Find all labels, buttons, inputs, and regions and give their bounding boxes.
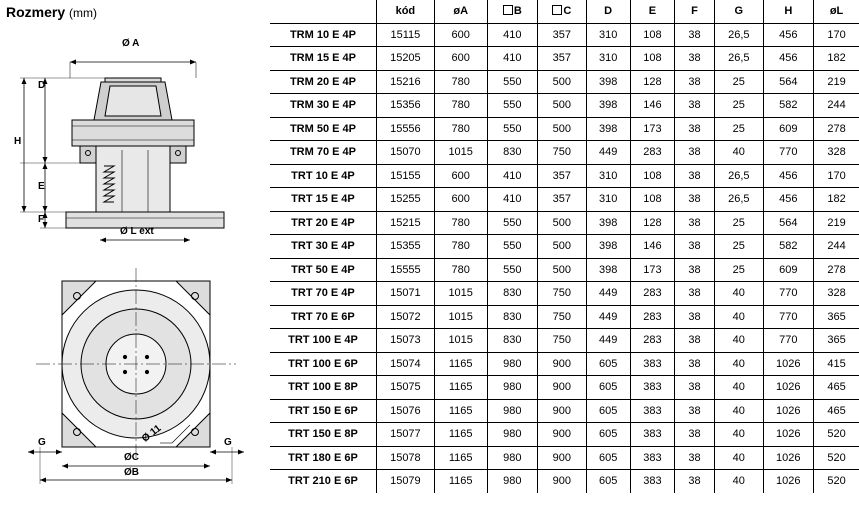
table-header-row bbox=[270, 0, 859, 23]
cell-g: 25 bbox=[715, 94, 763, 118]
cell-g: 25 bbox=[715, 211, 763, 235]
cell-d: 398 bbox=[586, 211, 630, 235]
cell-b: 550 bbox=[487, 235, 538, 259]
column-header-f: F bbox=[675, 0, 715, 23]
label-l-ext: Ø L ext bbox=[120, 226, 154, 237]
square-symbol-b-icon bbox=[503, 5, 513, 15]
panel-title-text: Rozmery bbox=[6, 4, 66, 20]
table-row bbox=[270, 235, 859, 259]
cell-h: 456 bbox=[763, 47, 814, 71]
cell-l: 219 bbox=[814, 211, 859, 235]
cell-a: 780 bbox=[434, 94, 487, 118]
cell-l: 328 bbox=[814, 282, 859, 306]
table-row bbox=[270, 399, 859, 423]
cell-h: 1026 bbox=[763, 399, 814, 423]
cell-e: 173 bbox=[630, 258, 674, 282]
cell-f: 38 bbox=[675, 164, 715, 188]
cell-kod: 15115 bbox=[376, 23, 434, 47]
cell-d: 449 bbox=[586, 282, 630, 306]
cell-kod: 15556 bbox=[376, 117, 434, 141]
cell-model: TRM 15 E 4P bbox=[270, 47, 376, 71]
cell-f: 38 bbox=[675, 117, 715, 141]
cell-model: TRM 30 E 4P bbox=[270, 94, 376, 118]
label-d: D bbox=[38, 80, 46, 91]
cell-h: 1026 bbox=[763, 376, 814, 400]
cell-f: 38 bbox=[675, 352, 715, 376]
cell-c: 900 bbox=[538, 399, 586, 423]
cell-kod: 15073 bbox=[376, 329, 434, 353]
column-header-kod: kód bbox=[376, 0, 434, 23]
cell-b: 410 bbox=[487, 164, 538, 188]
cell-kod: 15076 bbox=[376, 399, 434, 423]
cell-g: 26,5 bbox=[715, 47, 763, 71]
cell-f: 38 bbox=[675, 188, 715, 212]
cell-f: 38 bbox=[675, 23, 715, 47]
cell-b: 980 bbox=[487, 376, 538, 400]
cell-g: 40 bbox=[715, 352, 763, 376]
cell-h: 1026 bbox=[763, 423, 814, 447]
cell-c: 750 bbox=[538, 305, 586, 329]
cell-kod: 15071 bbox=[376, 282, 434, 306]
specifications-table-wrapper bbox=[270, 0, 859, 512]
cell-h: 564 bbox=[763, 211, 814, 235]
cell-e: 283 bbox=[630, 141, 674, 165]
cell-b: 410 bbox=[487, 47, 538, 71]
cell-a: 1015 bbox=[434, 329, 487, 353]
cell-d: 398 bbox=[586, 258, 630, 282]
cell-model: TRT 20 E 4P bbox=[270, 211, 376, 235]
cell-g: 40 bbox=[715, 399, 763, 423]
cell-l: 415 bbox=[814, 352, 859, 376]
cell-f: 38 bbox=[675, 211, 715, 235]
cell-g: 26,5 bbox=[715, 164, 763, 188]
cell-d: 605 bbox=[586, 376, 630, 400]
cell-model: TRT 100 E 4P bbox=[270, 329, 376, 353]
cell-g: 40 bbox=[715, 446, 763, 470]
cell-c: 500 bbox=[538, 94, 586, 118]
label-h: H bbox=[14, 136, 22, 147]
cell-g: 25 bbox=[715, 258, 763, 282]
cell-e: 283 bbox=[630, 329, 674, 353]
cell-f: 38 bbox=[675, 282, 715, 306]
cell-b: 550 bbox=[487, 258, 538, 282]
cell-e: 146 bbox=[630, 94, 674, 118]
specifications-table bbox=[270, 0, 859, 493]
cell-h: 1026 bbox=[763, 446, 814, 470]
cell-b: 980 bbox=[487, 399, 538, 423]
cell-l: 244 bbox=[814, 235, 859, 259]
cell-d: 605 bbox=[586, 423, 630, 447]
cell-h: 1026 bbox=[763, 470, 814, 493]
cell-h: 582 bbox=[763, 235, 814, 259]
cell-l: 182 bbox=[814, 188, 859, 212]
cell-model: TRT 100 E 8P bbox=[270, 376, 376, 400]
cell-g: 40 bbox=[715, 376, 763, 400]
cell-d: 605 bbox=[586, 470, 630, 493]
cell-e: 108 bbox=[630, 23, 674, 47]
cell-d: 310 bbox=[586, 47, 630, 71]
cell-g: 40 bbox=[715, 470, 763, 493]
label-f: F bbox=[38, 214, 45, 225]
cell-a: 1165 bbox=[434, 446, 487, 470]
table-row bbox=[270, 117, 859, 141]
cell-l: 244 bbox=[814, 94, 859, 118]
column-header-a: øA bbox=[434, 0, 487, 23]
cell-kod: 15077 bbox=[376, 423, 434, 447]
cell-model: TRM 70 E 4P bbox=[270, 141, 376, 165]
table-row bbox=[270, 258, 859, 282]
cell-e: 383 bbox=[630, 446, 674, 470]
cell-f: 38 bbox=[675, 235, 715, 259]
cell-d: 310 bbox=[586, 188, 630, 212]
square-symbol-c-icon bbox=[552, 5, 562, 15]
cell-e: 283 bbox=[630, 305, 674, 329]
cell-c: 357 bbox=[538, 47, 586, 71]
column-header-c-label: C bbox=[563, 5, 572, 18]
cell-kod: 15216 bbox=[376, 70, 434, 94]
cell-l: 520 bbox=[814, 423, 859, 447]
cell-a: 600 bbox=[434, 47, 487, 71]
cell-b: 980 bbox=[487, 470, 538, 493]
cell-h: 770 bbox=[763, 305, 814, 329]
label-diameter-b: ØB bbox=[124, 467, 139, 478]
cell-h: 582 bbox=[763, 94, 814, 118]
table-row bbox=[270, 305, 859, 329]
cell-b: 830 bbox=[487, 141, 538, 165]
cell-kod: 15356 bbox=[376, 94, 434, 118]
cell-h: 609 bbox=[763, 258, 814, 282]
table-row bbox=[270, 211, 859, 235]
cell-c: 900 bbox=[538, 446, 586, 470]
cell-c: 750 bbox=[538, 329, 586, 353]
cell-e: 128 bbox=[630, 211, 674, 235]
table-row bbox=[270, 423, 859, 447]
cell-e: 383 bbox=[630, 376, 674, 400]
cell-kod: 15205 bbox=[376, 47, 434, 71]
cell-g: 40 bbox=[715, 282, 763, 306]
cell-l: 182 bbox=[814, 47, 859, 71]
cell-f: 38 bbox=[675, 305, 715, 329]
cell-f: 38 bbox=[675, 446, 715, 470]
table-header bbox=[270, 0, 859, 23]
label-diameter-a: Ø A bbox=[122, 38, 140, 49]
cell-model: TRT 100 E 6P bbox=[270, 352, 376, 376]
cell-b: 830 bbox=[487, 305, 538, 329]
cell-b: 830 bbox=[487, 282, 538, 306]
cell-kod: 15155 bbox=[376, 164, 434, 188]
label-g-right: G bbox=[224, 437, 232, 448]
cell-kod: 15074 bbox=[376, 352, 434, 376]
cell-c: 500 bbox=[538, 117, 586, 141]
cell-l: 365 bbox=[814, 329, 859, 353]
cell-e: 146 bbox=[630, 235, 674, 259]
cell-model: TRM 10 E 4P bbox=[270, 23, 376, 47]
cell-c: 900 bbox=[538, 423, 586, 447]
table-row bbox=[270, 376, 859, 400]
cell-c: 900 bbox=[538, 376, 586, 400]
cell-e: 108 bbox=[630, 188, 674, 212]
cell-e: 383 bbox=[630, 352, 674, 376]
cell-e: 383 bbox=[630, 399, 674, 423]
cell-model: TRT 10 E 4P bbox=[270, 164, 376, 188]
cell-g: 40 bbox=[715, 329, 763, 353]
cell-kod: 15072 bbox=[376, 305, 434, 329]
cell-d: 605 bbox=[586, 399, 630, 423]
panel-title-unit: (mm) bbox=[69, 6, 98, 20]
label-g-left: G bbox=[38, 437, 46, 448]
cell-g: 25 bbox=[715, 117, 763, 141]
column-header-l: øL bbox=[814, 0, 859, 23]
cell-a: 600 bbox=[434, 23, 487, 47]
cell-l: 328 bbox=[814, 141, 859, 165]
cell-f: 38 bbox=[675, 141, 715, 165]
cell-a: 1165 bbox=[434, 376, 487, 400]
cell-c: 900 bbox=[538, 352, 586, 376]
cell-d: 398 bbox=[586, 94, 630, 118]
cell-b: 550 bbox=[487, 211, 538, 235]
label-e: E bbox=[38, 181, 45, 192]
cell-kod: 15079 bbox=[376, 470, 434, 493]
table-row bbox=[270, 446, 859, 470]
cell-c: 357 bbox=[538, 164, 586, 188]
cell-kod: 15075 bbox=[376, 376, 434, 400]
dimensions-drawing-panel bbox=[0, 0, 270, 512]
cell-kod: 15555 bbox=[376, 258, 434, 282]
cell-h: 564 bbox=[763, 70, 814, 94]
cell-l: 520 bbox=[814, 446, 859, 470]
cell-f: 38 bbox=[675, 376, 715, 400]
cell-a: 780 bbox=[434, 117, 487, 141]
cell-e: 108 bbox=[630, 164, 674, 188]
column-header-e: E bbox=[630, 0, 674, 23]
cell-c: 357 bbox=[538, 23, 586, 47]
cell-e: 128 bbox=[630, 70, 674, 94]
cell-model: TRT 70 E 6P bbox=[270, 305, 376, 329]
cell-b: 550 bbox=[487, 94, 538, 118]
cell-d: 398 bbox=[586, 117, 630, 141]
cell-b: 550 bbox=[487, 70, 538, 94]
cell-a: 780 bbox=[434, 211, 487, 235]
table-row bbox=[270, 188, 859, 212]
cell-c: 750 bbox=[538, 282, 586, 306]
cell-c: 900 bbox=[538, 470, 586, 493]
cell-c: 500 bbox=[538, 258, 586, 282]
cell-b: 980 bbox=[487, 423, 538, 447]
column-header-model bbox=[270, 0, 376, 23]
cell-h: 1026 bbox=[763, 352, 814, 376]
cell-model: TRT 210 E 6P bbox=[270, 470, 376, 493]
cell-b: 550 bbox=[487, 117, 538, 141]
cell-a: 1165 bbox=[434, 399, 487, 423]
cell-g: 26,5 bbox=[715, 23, 763, 47]
cell-g: 40 bbox=[715, 141, 763, 165]
cell-e: 108 bbox=[630, 47, 674, 71]
cell-b: 830 bbox=[487, 329, 538, 353]
label-diameter-11: Ø 11 bbox=[140, 422, 164, 445]
cell-c: 750 bbox=[538, 141, 586, 165]
cell-model: TRT 30 E 4P bbox=[270, 235, 376, 259]
cell-f: 38 bbox=[675, 47, 715, 71]
cell-l: 465 bbox=[814, 376, 859, 400]
cell-kod: 15355 bbox=[376, 235, 434, 259]
label-diameter-c: ØC bbox=[124, 452, 139, 463]
cell-a: 1165 bbox=[434, 352, 487, 376]
cell-d: 398 bbox=[586, 70, 630, 94]
cell-h: 456 bbox=[763, 188, 814, 212]
cell-e: 383 bbox=[630, 423, 674, 447]
cell-g: 25 bbox=[715, 70, 763, 94]
cell-d: 449 bbox=[586, 141, 630, 165]
table-row bbox=[270, 329, 859, 353]
cell-c: 500 bbox=[538, 211, 586, 235]
cell-e: 173 bbox=[630, 117, 674, 141]
cell-g: 40 bbox=[715, 423, 763, 447]
cell-h: 456 bbox=[763, 164, 814, 188]
cell-kod: 15070 bbox=[376, 141, 434, 165]
cell-a: 600 bbox=[434, 164, 487, 188]
cell-d: 449 bbox=[586, 329, 630, 353]
cell-a: 780 bbox=[434, 70, 487, 94]
cell-e: 383 bbox=[630, 470, 674, 493]
cell-g: 26,5 bbox=[715, 188, 763, 212]
table-row bbox=[270, 47, 859, 71]
cell-f: 38 bbox=[675, 470, 715, 493]
cell-kod: 15078 bbox=[376, 446, 434, 470]
cell-l: 365 bbox=[814, 305, 859, 329]
cell-f: 38 bbox=[675, 329, 715, 353]
technical-drawing-svg bbox=[0, 0, 270, 512]
cell-l: 170 bbox=[814, 164, 859, 188]
cell-c: 500 bbox=[538, 70, 586, 94]
column-header-h: H bbox=[763, 0, 814, 23]
cell-b: 980 bbox=[487, 352, 538, 376]
cell-a: 780 bbox=[434, 235, 487, 259]
cell-a: 1165 bbox=[434, 423, 487, 447]
cell-kod: 15255 bbox=[376, 188, 434, 212]
cell-d: 605 bbox=[586, 352, 630, 376]
cell-d: 605 bbox=[586, 446, 630, 470]
cell-model: TRT 150 E 8P bbox=[270, 423, 376, 447]
table-row bbox=[270, 164, 859, 188]
cell-c: 357 bbox=[538, 188, 586, 212]
cell-kod: 15215 bbox=[376, 211, 434, 235]
column-header-b bbox=[487, 0, 538, 23]
cell-model: TRT 70 E 4P bbox=[270, 282, 376, 306]
cell-model: TRT 150 E 6P bbox=[270, 399, 376, 423]
cell-h: 456 bbox=[763, 23, 814, 47]
table-row bbox=[270, 70, 859, 94]
cell-e: 283 bbox=[630, 282, 674, 306]
cell-a: 1015 bbox=[434, 282, 487, 306]
table-row bbox=[270, 23, 859, 47]
cell-b: 410 bbox=[487, 23, 538, 47]
cell-f: 38 bbox=[675, 423, 715, 447]
column-header-b-label: B bbox=[513, 5, 522, 18]
cell-model: TRT 180 E 6P bbox=[270, 446, 376, 470]
column-header-c bbox=[538, 0, 586, 23]
cell-h: 770 bbox=[763, 329, 814, 353]
cell-g: 25 bbox=[715, 235, 763, 259]
table-row bbox=[270, 352, 859, 376]
cell-l: 278 bbox=[814, 258, 859, 282]
cell-l: 278 bbox=[814, 117, 859, 141]
table-row bbox=[270, 282, 859, 306]
cell-l: 219 bbox=[814, 70, 859, 94]
cell-a: 1165 bbox=[434, 470, 487, 493]
column-header-d: D bbox=[586, 0, 630, 23]
cell-b: 410 bbox=[487, 188, 538, 212]
table-row bbox=[270, 470, 859, 493]
cell-g: 40 bbox=[715, 305, 763, 329]
cell-f: 38 bbox=[675, 399, 715, 423]
cell-l: 520 bbox=[814, 470, 859, 493]
cell-d: 449 bbox=[586, 305, 630, 329]
cell-a: 780 bbox=[434, 258, 487, 282]
cell-f: 38 bbox=[675, 258, 715, 282]
cell-l: 170 bbox=[814, 23, 859, 47]
cell-a: 1015 bbox=[434, 305, 487, 329]
cell-b: 980 bbox=[487, 446, 538, 470]
cell-a: 600 bbox=[434, 188, 487, 212]
cell-a: 1015 bbox=[434, 141, 487, 165]
cell-h: 770 bbox=[763, 282, 814, 306]
cell-model: TRT 50 E 4P bbox=[270, 258, 376, 282]
cell-f: 38 bbox=[675, 94, 715, 118]
cell-d: 310 bbox=[586, 23, 630, 47]
column-header-g: G bbox=[715, 0, 763, 23]
cell-h: 609 bbox=[763, 117, 814, 141]
cell-model: TRM 50 E 4P bbox=[270, 117, 376, 141]
cell-model: TRT 15 E 4P bbox=[270, 188, 376, 212]
cell-d: 310 bbox=[586, 164, 630, 188]
table-body bbox=[270, 23, 859, 493]
cell-c: 500 bbox=[538, 235, 586, 259]
cell-model: TRM 20 E 4P bbox=[270, 70, 376, 94]
cell-f: 38 bbox=[675, 70, 715, 94]
cell-h: 770 bbox=[763, 141, 814, 165]
table-row bbox=[270, 94, 859, 118]
table-row bbox=[270, 141, 859, 165]
cell-d: 398 bbox=[586, 235, 630, 259]
cell-l: 465 bbox=[814, 399, 859, 423]
